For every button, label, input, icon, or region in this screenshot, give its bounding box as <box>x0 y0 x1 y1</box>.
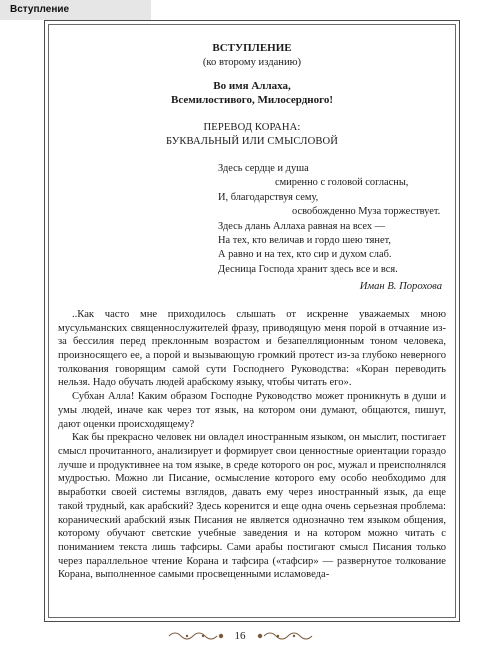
paragraph: Субхан Алла! Каким образом Господне Руководство может проникнуть в души и умы людей, иначе как через тот язык, на котором они думают, общаются, пишут, дают оценки происходящему? <box>58 391 446 430</box>
translation-heading <box>58 121 446 149</box>
page-number: 16 <box>234 630 246 642</box>
section-title: ВСТУПЛЕНИЕ <box>212 42 292 54</box>
poem-line: освобожденно Муза торжествует. <box>292 206 441 218</box>
poem-line: И, благодарствуя сему, <box>218 191 319 203</box>
paragraph: Как бы прекрасно человек ни овладел иностранным языком, он мыслит, постигает смысл прочитанного, анализирует и формирует свои ценностные ориентации гораздо лучше и продуктивнее на том языке, в среде которого он рос, мужал и преисполнялся мудростью. Можно ли Писание, осмысление которого ему особо необходимо для выработки своей системы взглядов, давать ему через иностранный язык, да еще такой трудный, как арабский? Здесь коренится и еще одна очень серьезная проблема: коранический арабский язык Писания не является однозначно тем языком общения, которому обучают светские учебные заведения и на котором можно читать с пониманием текста лишь тафсиры. Сами арабы постигают смысл Писания только через параллельное чтение Корана и тафсира («тафсир» — развернутое толкование Корана, выполненное самыми просвещенными исламоведа- <box>58 432 446 581</box>
ornament-right-icon <box>256 630 314 642</box>
translation-heading-line: БУКВАЛЬНЫЙ ИЛИ СМЫСЛОВОЙ <box>165 136 339 148</box>
translation-heading-line: ПЕРЕВОД КОРАНА: <box>203 122 301 134</box>
body-text <box>58 308 446 582</box>
poem-author: Иман В. Порохова <box>359 281 442 293</box>
invocation <box>58 79 446 107</box>
invocation-line: Во имя Аллаха, <box>213 80 291 93</box>
poem-line: Здесь длань Аллаха равная на всех — <box>218 220 386 232</box>
poem-line: А равно и на тех, кто сир и духом слаб. <box>218 249 392 261</box>
invocation-line: Всемилостивого, Милосердного! <box>171 94 333 107</box>
poem-line: Десница Господа хранит здесь все и вся. <box>218 263 398 275</box>
section-subtitle: (ко второму изданию) <box>202 56 302 68</box>
paragraph: ..Как часто мне приходилось слышать от искренне уважаемых мною мусульманских священнослужителей фразу, приводящую меня порой в отчаяние из-за бессилия перед преклонным возрастом и безапелляционным тоном человека, произносящего ее, а порой и вызывающую громкий протест из-за глубоко неверного толкования говорящим самой сути Господнего Руководства: «Коран переводить нельзя. Надо обучать людей арабскому языку, чтобы читать его». <box>58 308 446 389</box>
ornament-left-icon <box>167 630 225 642</box>
running-header: Вступление <box>0 0 151 20</box>
poem-line: На тех, кто величав и гордо шею тянет, <box>218 235 391 247</box>
poem-line: Здесь сердце и душа <box>218 163 309 174</box>
page-footer <box>0 626 480 646</box>
epigraph-poem <box>218 162 446 277</box>
page-content <box>58 40 446 582</box>
poem-line: смиренно с головой согласны, <box>275 177 409 189</box>
